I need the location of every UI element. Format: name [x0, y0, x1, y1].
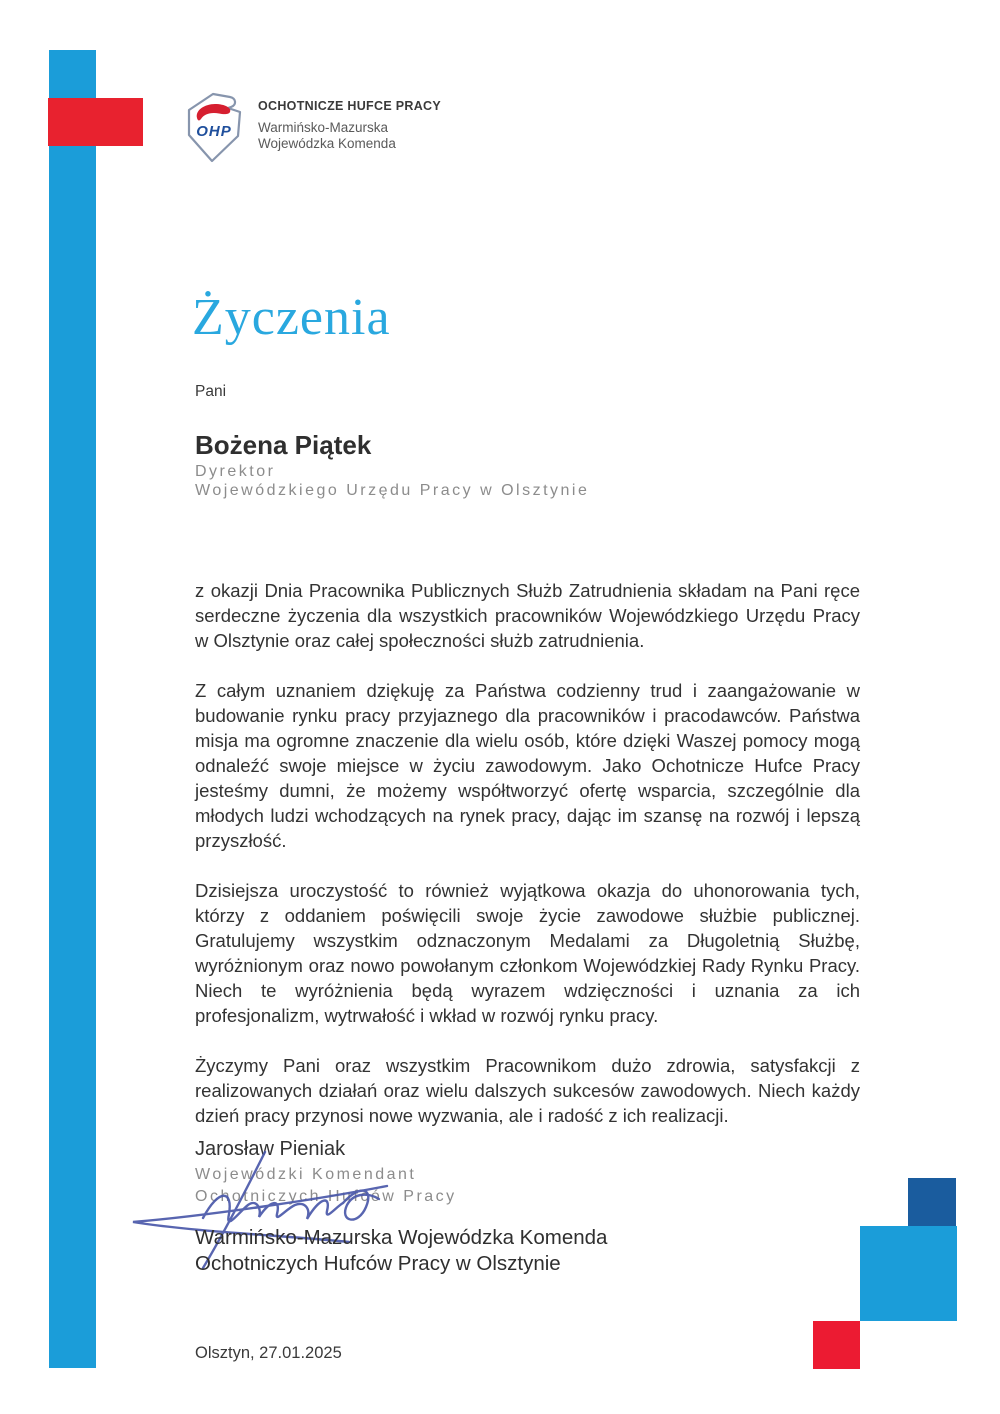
decor-blue-bar: [49, 50, 96, 1368]
place-and-date: Olsztyn, 27.01.2025: [195, 1344, 342, 1362]
signer-title-line1: Wojewódzki Komendant: [195, 1166, 417, 1183]
org-region: Warmińsko-Mazurska: [258, 120, 389, 135]
signer-name: Jarosław Pieniak: [195, 1138, 346, 1160]
decor-darkblue-block-bottom: [908, 1178, 956, 1226]
letter-body: [195, 578, 860, 1128]
body-paragraph: Życzymy Pani oraz wszystkim Pracownikom dużo zdrowia, satysfakcji z realizowanych działań oraz wielu dalszych sukcesów zawodowych. Niech każdy dzień pracy przynosi nowe wyzwania, ale i radość z ich realizacji.: [195, 1055, 860, 1126]
signature-org-line2: Ochotniczych Hufców Pracy w Olsztynie: [195, 1252, 561, 1275]
body-paragraph: Z całym uznaniem dziękuję za Państwa codzienny trud i zaangażowanie w budowanie rynku pracy przyjaznego dla pracowników i pracodawców. Państwa misja ma ogromne znaczenie dla wielu osób, które dzięki Waszej pomocy mogą odnaleźć swoje miejsce w życiu zawodowym. Jako Ochotnicze Hufce Pracy jesteśmy dumni, że możemy współtworzyć ofertę wsparcia, szczególnie dla młodych ludzi wchodzących na rynek pracy, dając im szansę na rozwój i lepszą przyszłość.: [195, 680, 860, 851]
body-paragraph: Dzisiejsza uroczystość to również wyjątkowa okazja do uhonorowania tych, którzy z oddaniem poświęcili swoje życie zawodowe służbie publicznej. Gratulujemy wszystkim odznaczonym Medalami za Długoletnią Służbę, wyróżnionym oraz nowo powołanym członkom Wojewódzkiej Rady Rynku Pracy. Niech te wyróżnienia będą wyrazem wdzięczności i uznania za ich profesjonalizm, wytrwałość i wkład w rozwój rynku pracy.: [195, 880, 860, 1026]
recipient-role: Dyrektor: [195, 463, 276, 480]
decor-red-block-bottom: [813, 1321, 860, 1369]
decor-red-block-top: [48, 98, 143, 146]
org-unit: Wojewódzka Komenda: [258, 136, 396, 151]
recipient-salutation: Pani: [195, 383, 227, 400]
svg-text:OHP: OHP: [196, 123, 232, 140]
letterhead-org-block: [258, 98, 441, 152]
org-name: OCHOTNICZE HUFCE PRACY: [258, 99, 441, 113]
ohp-logo-icon: [183, 91, 247, 165]
body-paragraph: z okazji Dnia Pracownika Publicznych Służb Zatrudnienia składam na Pani ręce serdeczne życzenia dla wszystkich pracowników Wojewódzkiego Urzędu Pracy w Olsztynie oraz całej społeczności służb zatrudnienia.: [195, 580, 860, 651]
recipient-name: Bożena Piątek: [195, 430, 372, 460]
signature-org-line1: Warmińsko-Mazurska Wojewódzka Komenda: [195, 1226, 608, 1249]
page-title: Życzenia: [192, 289, 391, 346]
decor-blue-block-bottom: [860, 1226, 957, 1321]
signer-title-line2: Ochotniczych Hufców Pracy: [195, 1188, 457, 1205]
recipient-organization: Wojewódzkiego Urzędu Pracy w Olsztynie: [195, 482, 590, 499]
